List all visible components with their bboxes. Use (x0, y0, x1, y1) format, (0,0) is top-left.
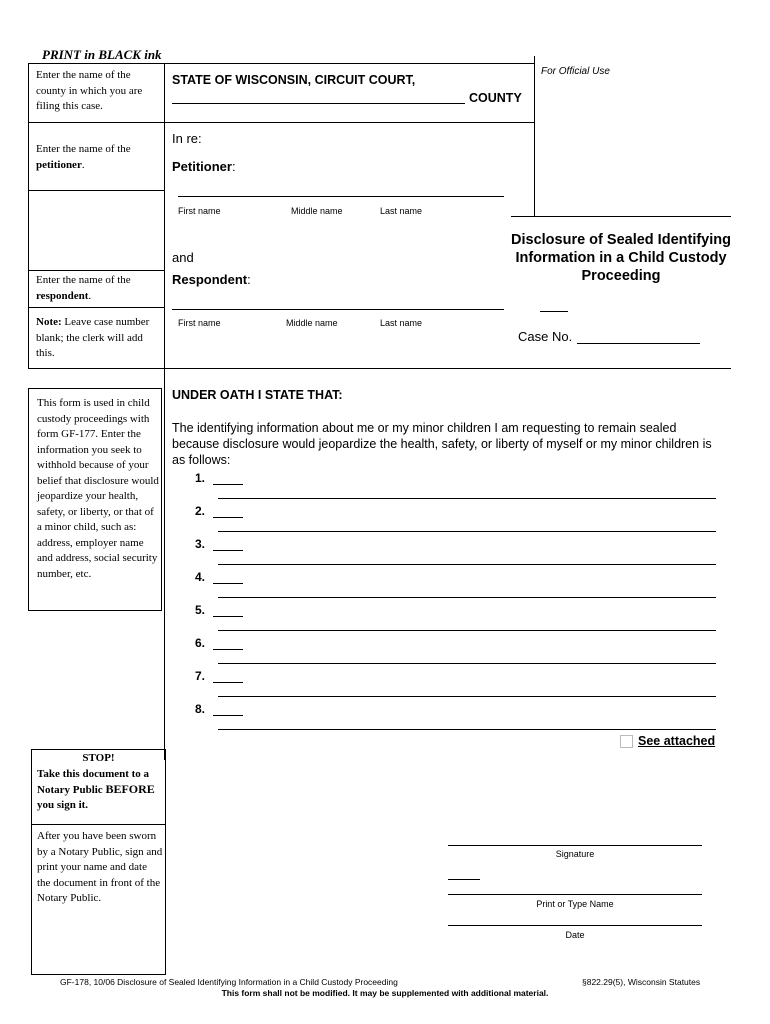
oath-heading: UNDER OATH I STATE THAT: (172, 388, 343, 402)
date-field[interactable] (448, 925, 702, 926)
print-name-field[interactable] (448, 894, 702, 895)
item-number-1: 1. (195, 471, 206, 485)
date-label: Date (565, 930, 585, 940)
item-1-short-field[interactable] (213, 484, 243, 485)
see-attached-label: See attached (638, 734, 716, 748)
body-divider (164, 368, 165, 760)
footer-statute: §822.29(5), Wisconsin Statutes (582, 977, 701, 987)
respondent-middle-name-label: Middle name (286, 318, 338, 328)
court-line: STATE OF WISCONSIN, CIRCUIT COURT, (172, 73, 416, 87)
official-use-bottom (511, 216, 731, 217)
official-use-divider (534, 56, 535, 216)
stop-title: STOP! (82, 752, 115, 764)
petitioner-middle-name-label: Middle name (291, 206, 343, 216)
respondent-label: Respondent: (172, 272, 251, 287)
signature-label: Signature (555, 849, 595, 859)
document-title: Disclosure of Sealed Identifying Information in a Child Custody Proceeding (511, 232, 731, 284)
stop-instruction: Take this document to a Notary Public BEFORE you sign it. (37, 768, 155, 811)
case-number-note: Note: Leave case number blank; the clerk will add this. (36, 316, 150, 359)
petitioner-first-name-label: First name (178, 206, 221, 216)
county-instruction: Enter the name of the county in which you are filing this case. (36, 69, 143, 112)
item-3-field[interactable] (218, 564, 716, 565)
item-2-short-field[interactable] (213, 517, 243, 518)
form-use-instruction: This form is used in child custody proceedings with form GF-177. Enter the information you seek to withhold because of your belief that disclosure would jeopardize your health, safety, or liberty, or that of a minor child, such as: address, employer name and address, social security number, etc. (37, 397, 159, 580)
item-number-8: 8. (195, 702, 206, 716)
item-4-field[interactable] (218, 597, 716, 598)
footer-notice: This form shall not be modified. It may be supplemented with additional material. (221, 988, 549, 998)
signature-short-line (448, 879, 480, 880)
county-field[interactable] (172, 103, 465, 104)
respondent-last-name-label: Last name (380, 318, 423, 328)
item-5-field[interactable] (218, 630, 716, 631)
item-7-field[interactable] (218, 696, 716, 697)
respondent-instruction: Enter the name of the respondent. (36, 274, 131, 302)
print-name-label: Print or Type Name (536, 899, 614, 909)
item-6-short-field[interactable] (213, 649, 243, 650)
row-divider-1 (28, 122, 534, 123)
item-8-field[interactable] (218, 729, 716, 730)
caption-bottom-border (28, 368, 731, 369)
row-divider-3 (28, 270, 164, 271)
stop-box-divider (31, 824, 166, 825)
item-6-field[interactable] (218, 663, 716, 664)
county-label: COUNTY (469, 91, 522, 105)
item-number-4: 4. (195, 570, 206, 584)
statement-text: The identifying information about me or my minor children I am requesting to remain sealed because disclosure would jeopardize the health, safety, or liberty of myself or my minor children is as follows: (172, 421, 712, 467)
item-number-7: 7. (195, 669, 206, 683)
item-4-short-field[interactable] (213, 583, 243, 584)
item-2-field[interactable] (218, 531, 716, 532)
petitioner-last-name-label: Last name (380, 206, 423, 216)
caption-left-border (28, 63, 29, 368)
item-8-short-field[interactable] (213, 715, 243, 716)
item-3-short-field[interactable] (213, 550, 243, 551)
row-divider-4 (28, 307, 164, 308)
respondent-first-name-label: First name (178, 318, 221, 328)
item-number-3: 3. (195, 537, 206, 551)
petitioner-name-field[interactable] (178, 196, 504, 197)
print-note: PRINT in BLACK ink (42, 47, 162, 62)
item-7-short-field[interactable] (213, 682, 243, 683)
case-no-label: Case No. (518, 329, 573, 344)
row-divider-2 (28, 190, 164, 191)
item-1-field[interactable] (218, 498, 716, 499)
petitioner-label: Petitioner: (172, 159, 236, 174)
in-re-label: In re: (172, 131, 202, 146)
title-short-line (540, 311, 568, 312)
after-sworn-instruction: After you have been sworn by a Notary Public, sign and print your name and date the document in front of the Notary Public. (37, 830, 163, 904)
item-number-5: 5. (195, 603, 206, 617)
official-use-label: For Official Use (541, 66, 610, 77)
caption-divider (164, 63, 165, 368)
see-attached-checkbox[interactable] (620, 735, 633, 748)
caption-top-border (28, 63, 534, 64)
item-5-short-field[interactable] (213, 616, 243, 617)
item-number-6: 6. (195, 636, 206, 650)
respondent-name-field[interactable] (172, 309, 504, 310)
case-no-field[interactable] (577, 343, 700, 344)
petitioner-instruction: Enter the name of the petitioner. (36, 143, 131, 171)
signature-field[interactable] (448, 845, 702, 846)
footer-form-id: GF-178, 10/06 Disclosure of Sealed Identifying Information in a Child Custody Proceeding (60, 977, 398, 987)
and-label: and (172, 250, 194, 265)
item-number-2: 2. (195, 504, 206, 518)
